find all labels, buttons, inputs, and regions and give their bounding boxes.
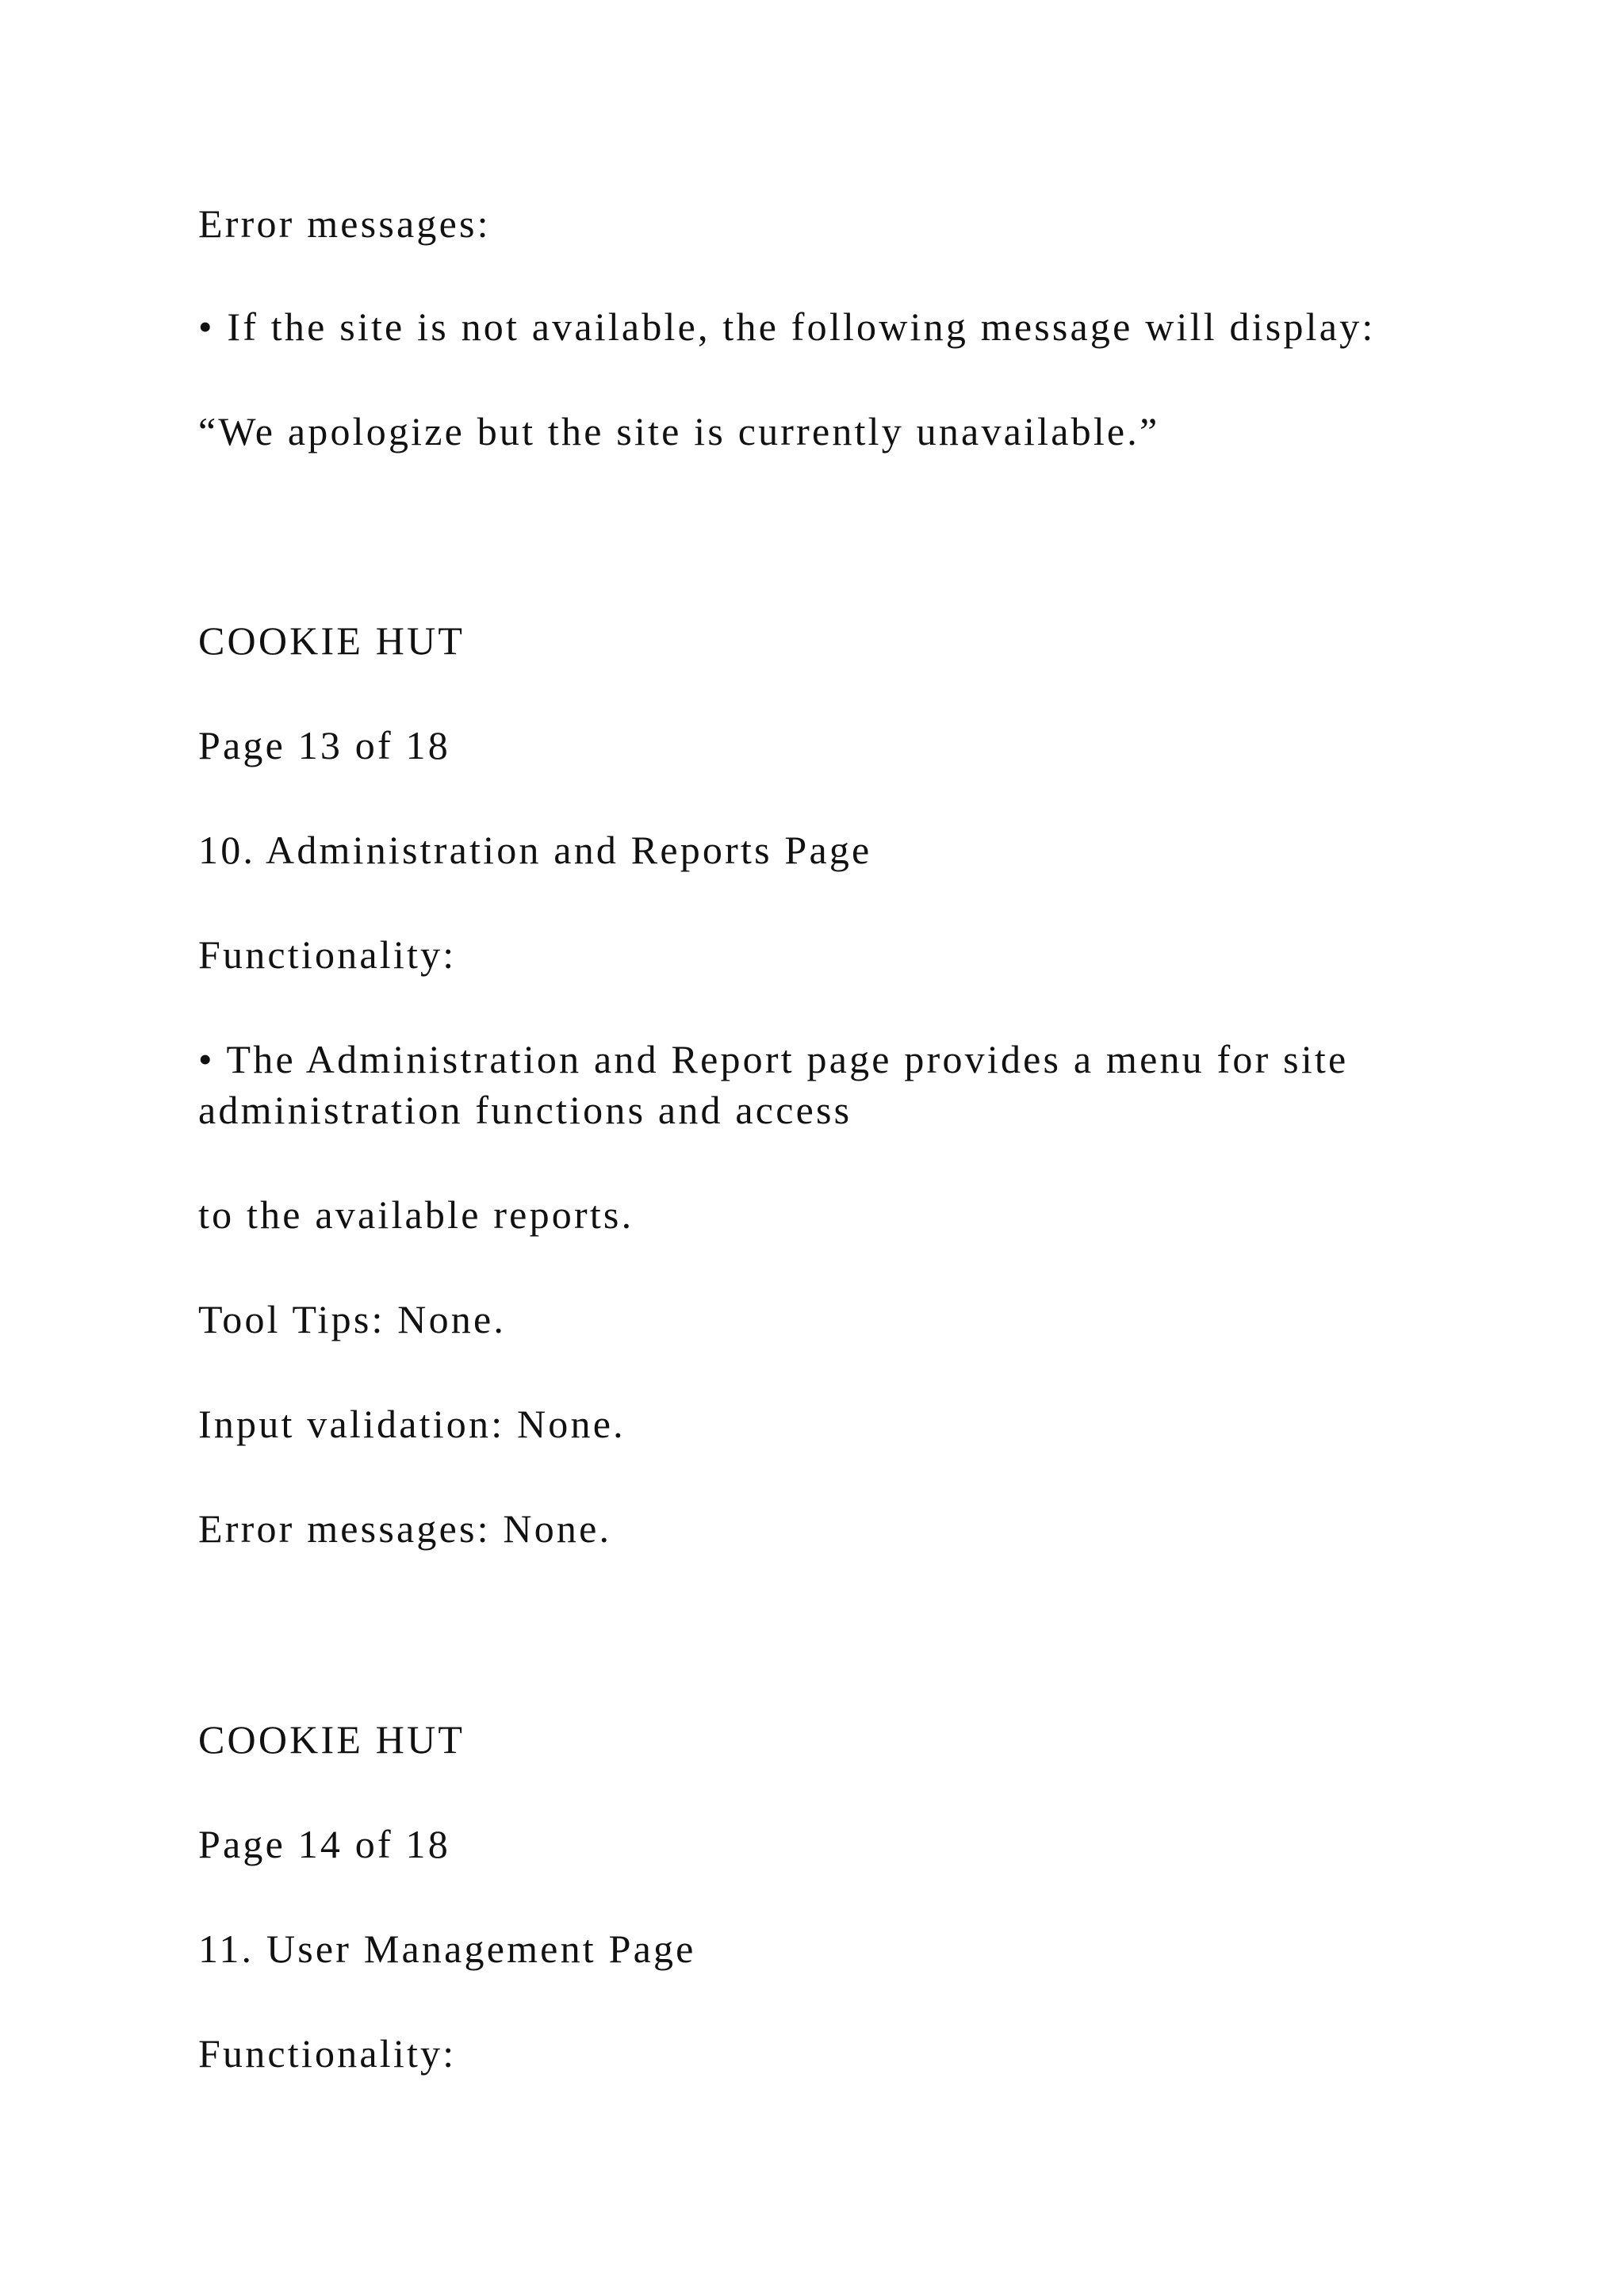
unavailable-message-quote: “We apologize but the site is currently unavailable.”	[198, 409, 1160, 453]
functionality-label-admin: Functionality:	[198, 932, 457, 977]
page-number-14: Page 14 of 18	[198, 1822, 450, 1866]
tool-tips-line: Tool Tips: None.	[198, 1297, 507, 1341]
admin-bullet-continuation: to the available reports.	[198, 1192, 634, 1237]
admin-bullet-line2: administration functions and access	[198, 1088, 852, 1132]
admin-bullet-line1: • The Administration and Report page provides a menu for site	[198, 1037, 1349, 1081]
section-title-user-management: 11. User Management Page	[198, 1927, 696, 1971]
company-header-page13: COOKIE HUT	[198, 618, 465, 663]
section-title-admin-reports: 10. Administration and Reports Page	[198, 828, 872, 872]
error-messages-heading: Error messages:	[198, 201, 491, 246]
input-validation-line: Input validation: None.	[198, 1402, 626, 1446]
site-unavailable-bullet: • If the site is not available, the following message will display:	[198, 304, 1376, 349]
admin-functionality-bullet	[198, 1034, 1435, 1135]
error-messages-none-line: Error messages: None.	[198, 1506, 612, 1551]
page-number-13: Page 13 of 18	[198, 723, 450, 767]
functionality-label-user-mgmt: Functionality:	[198, 2031, 457, 2076]
company-header-page14: COOKIE HUT	[198, 1717, 465, 1762]
